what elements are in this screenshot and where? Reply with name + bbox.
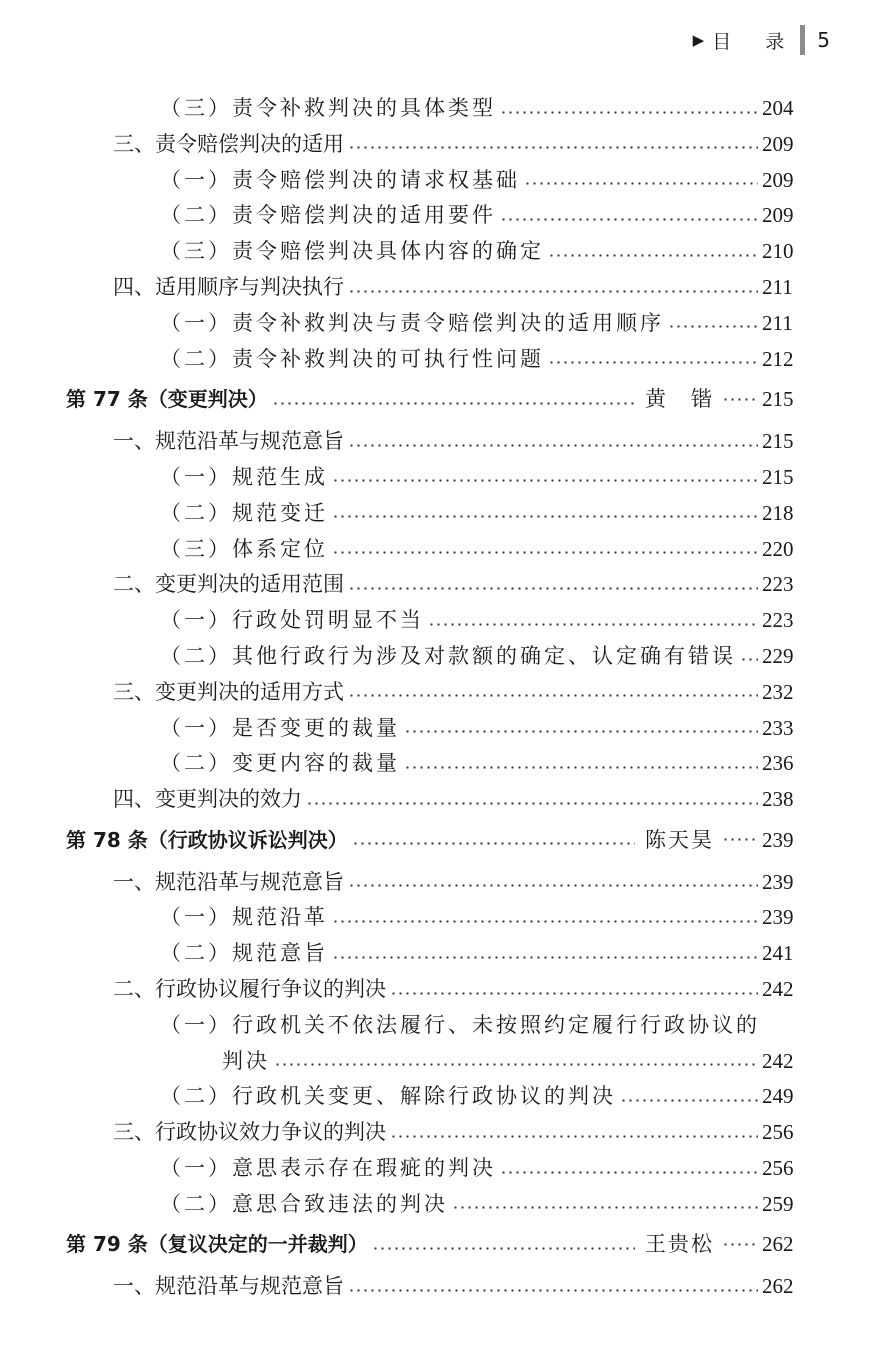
toc-entry-page: 241 [762, 941, 794, 966]
toc-entry-page: 232 [762, 679, 794, 704]
toc-entry[interactable] [0, 533, 884, 565]
toc-entry-title: 一、规范沿革与规范意旨 [113, 429, 344, 454]
toc-entry[interactable] [0, 568, 884, 600]
toc-entry[interactable] [0, 164, 884, 196]
toc-entry-page: 242 [762, 1048, 794, 1073]
dot-leader [500, 218, 758, 221]
toc-entry-page: 262 [762, 1232, 794, 1257]
toc-entry-page: 256 [762, 1156, 794, 1180]
toc-entry-title: 三、责令赔偿判决的适用 [113, 131, 344, 156]
toc-entry[interactable] [0, 866, 884, 898]
toc-entry[interactable] [0, 937, 884, 969]
dot-leader [548, 254, 758, 257]
header-section-title: 目 录 [712, 30, 799, 53]
toc-entry-title: 一、规范沿革与规范意旨 [113, 869, 344, 894]
toc-entry-page: 262 [762, 1274, 794, 1299]
dot-leader [500, 111, 758, 114]
dot-leader [548, 361, 758, 364]
toc-entry-title: （二）责令补救判决的可执行性问题 [160, 346, 544, 371]
dot-leader [272, 402, 635, 405]
dot-leader [500, 1171, 758, 1174]
toc-entry[interactable] [0, 199, 884, 231]
toc-entry-title: 第 77 条（变更判决） [66, 387, 268, 412]
toc-article-entry[interactable] [0, 824, 884, 856]
toc-entry-author: 陈天昊 [645, 827, 714, 852]
dot-leader [740, 658, 758, 661]
toc-entry-title: （二）其他行政行为涉及对款额的确定、认定确有错误 [160, 643, 736, 668]
toc-entry-page: 256 [762, 1120, 794, 1145]
toc-entry-title: （二）规范变迁 [160, 500, 328, 525]
dot-leader [722, 1243, 758, 1246]
dot-leader [404, 766, 758, 769]
toc-entry[interactable] [0, 640, 884, 672]
dot-leader [722, 838, 758, 841]
toc-entry[interactable] [0, 783, 884, 815]
toc-entry-title: （二）行政机关变更、解除行政协议的判决 [160, 1084, 616, 1109]
dot-leader [332, 920, 758, 923]
toc-entry-title: （二）变更内容的裁量 [160, 751, 400, 776]
toc-entry-title: （三）责令赔偿判决具体内容的确定 [160, 239, 544, 264]
toc-entry-title: （二）责令赔偿判决的适用要件 [160, 203, 496, 228]
dot-leader [722, 398, 758, 401]
toc-entry-page: 209 [762, 131, 794, 156]
toc-entry-page: 239 [762, 905, 794, 930]
toc-entry[interactable] [0, 1080, 884, 1112]
dot-leader [306, 802, 758, 805]
toc-entry-title: 三、行政协议效力争议的判决 [113, 1120, 386, 1145]
toc-entry-author: 王贵松 [645, 1232, 714, 1257]
dot-leader [332, 479, 758, 482]
toc-entry-title: （三）体系定位 [160, 536, 328, 561]
toc-entry[interactable] [0, 1152, 884, 1184]
toc-entry-page: 249 [762, 1084, 794, 1109]
toc-entry-title: 判决 [222, 1048, 270, 1073]
dot-leader [348, 694, 758, 697]
dot-leader [452, 1206, 758, 1209]
toc-entry[interactable] [0, 235, 884, 267]
toc-entry[interactable] [0, 307, 884, 339]
toc-entry[interactable] [0, 712, 884, 744]
toc-entry-title: （二）规范意旨 [160, 941, 328, 966]
toc-entry-page: 220 [762, 536, 794, 561]
toc-entry-page: 210 [762, 239, 794, 264]
toc-entry-page: 238 [762, 787, 794, 812]
toc-entry-title: （一）规范生成 [160, 464, 328, 489]
toc-entry-page: 239 [762, 869, 794, 894]
toc-entry-title: 第 79 条（复议决定的一并裁判） [66, 1232, 368, 1257]
toc-entry[interactable] [0, 1116, 884, 1148]
toc-entry-page: 236 [762, 751, 794, 776]
toc-entry-title: 第 78 条（行政协议诉讼判决） [66, 827, 348, 852]
dot-leader [668, 325, 758, 328]
toc-entry-page: 211 [762, 275, 793, 299]
dot-leader [348, 146, 758, 149]
dot-leader [348, 587, 758, 590]
toc-entry[interactable] [0, 92, 884, 124]
dot-leader [348, 884, 758, 887]
toc-entry-page: 212 [762, 346, 794, 371]
toc-article-entry[interactable] [0, 1228, 884, 1260]
toc-entry-page: 211 [762, 310, 793, 335]
toc-entry-title: 四、变更判决的效力 [113, 787, 302, 812]
toc-entry[interactable] [0, 676, 884, 708]
toc-entry-title: 一、规范沿革与规范意旨 [113, 1274, 344, 1299]
toc-entry[interactable] [0, 343, 884, 375]
toc-entry-title: （一）意思表示存在瑕疵的判决 [160, 1156, 496, 1180]
toc-entry-title: 三、变更判决的适用方式 [113, 679, 344, 704]
toc-entry-title: （一）责令赔偿判决的请求权基础 [160, 167, 520, 192]
dot-leader [524, 182, 758, 185]
toc-entry[interactable] [0, 1045, 884, 1077]
toc-entry[interactable] [0, 1270, 884, 1302]
dot-leader [332, 551, 758, 554]
dot-leader [620, 1099, 758, 1102]
dot-leader [274, 1063, 758, 1066]
toc-entry-page: 215 [762, 387, 794, 412]
toc-entry-page: 209 [762, 203, 794, 228]
toc-entry-page: 259 [762, 1191, 794, 1216]
toc-entry-page: 223 [762, 572, 794, 597]
toc-entry-page: 242 [762, 977, 794, 1001]
toc-entry-title: 四、适用顺序与判决执行 [113, 275, 344, 299]
toc-entry-page: 233 [762, 715, 794, 740]
dot-leader [332, 515, 758, 518]
toc-entry-page: 239 [762, 827, 794, 852]
dot-leader [348, 444, 758, 447]
dot-leader [348, 290, 758, 293]
toc-entry-page: 223 [762, 608, 794, 633]
toc-entry[interactable] [0, 128, 884, 160]
triangle-right-icon: ▶ [692, 31, 705, 49]
toc-entry-author: 黄 锴 [645, 387, 714, 412]
toc-entry-title: 二、行政协议履行争议的判决 [113, 977, 386, 1001]
toc-entry[interactable] [0, 461, 884, 493]
toc-entry[interactable] [0, 973, 884, 1005]
toc-entry-title: （一）责令补救判决与责令赔偿判决的适用顺序 [160, 310, 664, 335]
toc-entry-title: （一）行政处罚明显不当 [160, 608, 424, 633]
dot-leader [404, 730, 758, 733]
toc-entry[interactable] [0, 1188, 884, 1220]
toc-entry-page: 215 [762, 464, 794, 489]
toc-entry[interactable] [0, 425, 884, 457]
dot-leader [390, 1135, 758, 1138]
header-divider [800, 25, 805, 55]
dot-leader [348, 1289, 758, 1292]
toc-entry-page: 218 [762, 500, 794, 525]
toc-entry-page: 229 [762, 643, 794, 668]
toc-entry-page: 209 [762, 167, 794, 192]
toc-entry[interactable] [0, 1009, 884, 1041]
dot-leader [428, 623, 758, 626]
toc-article-entry[interactable] [0, 383, 884, 415]
toc-entry[interactable] [0, 271, 884, 303]
toc-entry[interactable] [0, 604, 884, 636]
toc-entry-title: （一）行政机关不依法履行、未按照约定履行行政协议的 [160, 1012, 760, 1037]
dot-leader [332, 956, 758, 959]
toc-entry[interactable] [0, 901, 884, 933]
running-header [693, 24, 830, 56]
dot-leader [372, 1247, 635, 1250]
toc-entry-page: 215 [762, 429, 794, 454]
toc-entry[interactable] [0, 747, 884, 779]
dot-leader [352, 842, 635, 845]
dot-leader [390, 992, 758, 995]
header-page-number: 5 [817, 28, 830, 52]
toc-entry-title: （二）意思合致违法的判决 [160, 1191, 448, 1216]
toc-entry-title: （一）是否变更的裁量 [160, 715, 400, 740]
toc-entry-title: 二、变更判决的适用范围 [113, 572, 344, 597]
toc-entry[interactable] [0, 497, 884, 529]
toc-entry-page: 204 [762, 96, 794, 120]
toc-entry-title: （一）规范沿革 [160, 905, 328, 930]
toc-entry-title: （三）责令补救判决的具体类型 [160, 96, 496, 120]
